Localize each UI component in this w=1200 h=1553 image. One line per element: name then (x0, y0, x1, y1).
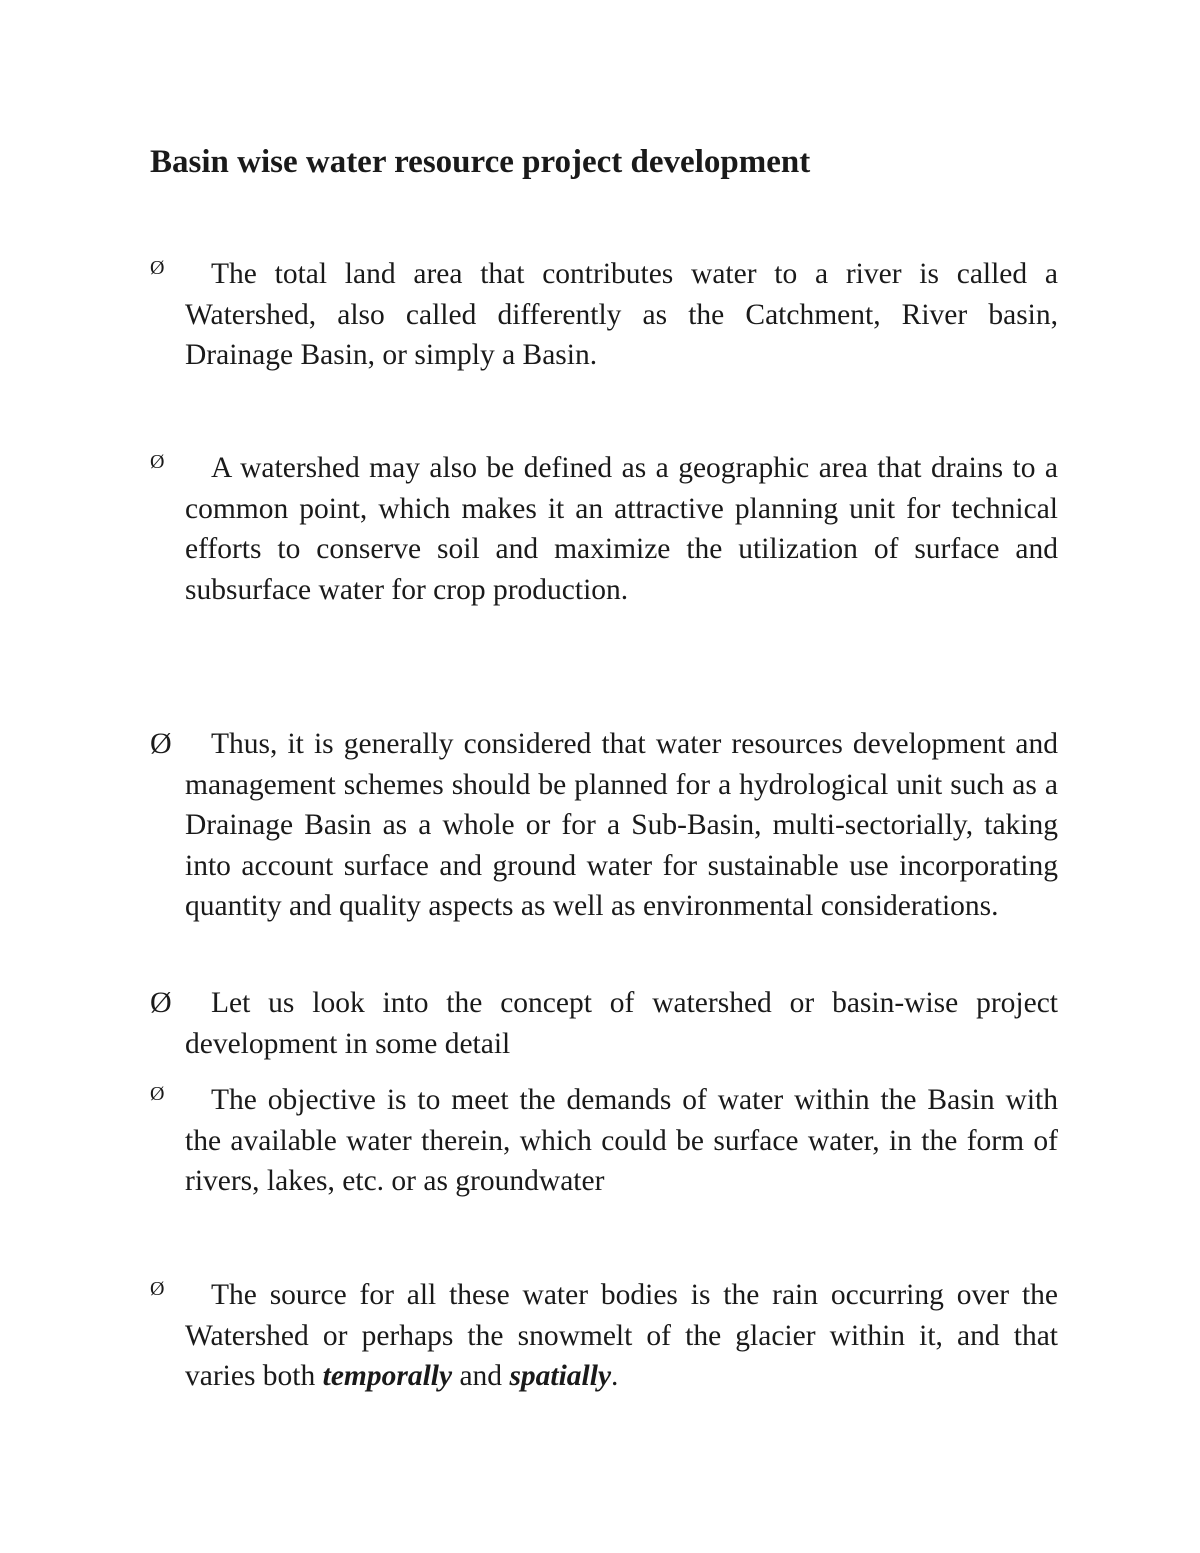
paragraph-watershed-definition: The total land area that contributes water to a river is called a Watershed, also called differently as the Catchment, River basin, Drainage Basin, or simply a Basin. (185, 258, 1058, 371)
bullet-icon: Ø (150, 727, 172, 760)
paragraph-planning-schemes: Thus, it is generally considered that water resources development and management schemes should be planned for a hydrological unit such as a Drainage Basin as a whole or for a Sub-Basin, multi-sectorially, taking into account surface and ground water for sustainable use incorporating quantity and quality aspects as well as environmental considerations. (185, 728, 1058, 922)
bullet-icon: Ø (150, 1083, 165, 1105)
paragraph-water-source (185, 1275, 1058, 1397)
paragraph-text: and (459, 1360, 503, 1392)
emphasis-temporally: temporally (322, 1360, 453, 1392)
bullet-icon: Ø (150, 257, 165, 279)
emphasis-spatially: spatially (509, 1360, 612, 1392)
paragraph-geographic-area: A watershed may also be defined as a geographic area that drains to a common point, which makes it an attractive planning unit for technical efforts to conserve soil and maximize the utilization of surface and subsurface water for crop production. (185, 452, 1058, 606)
paragraph-concept: Let us look into the concept of watershed or basin-wise project development in some detail (185, 987, 1058, 1060)
paragraph-text: . (611, 1360, 619, 1392)
page-title: Basin wise water resource project development (150, 144, 811, 180)
bullet-icon: Ø (150, 451, 165, 473)
paragraph-text: The source for all these water bodies is the rain occurring over the Watershed or perhaps the snowmelt of the glacier within it, and that varies both (185, 1279, 1058, 1392)
paragraph-objective: The objective is to meet the demands of water within the Basin with the available water therein, which could be surface water, in the form of rivers, lakes, etc. or as groundwater (185, 1084, 1058, 1197)
bullet-icon: Ø (150, 986, 172, 1019)
bullet-icon: Ø (150, 1278, 165, 1300)
